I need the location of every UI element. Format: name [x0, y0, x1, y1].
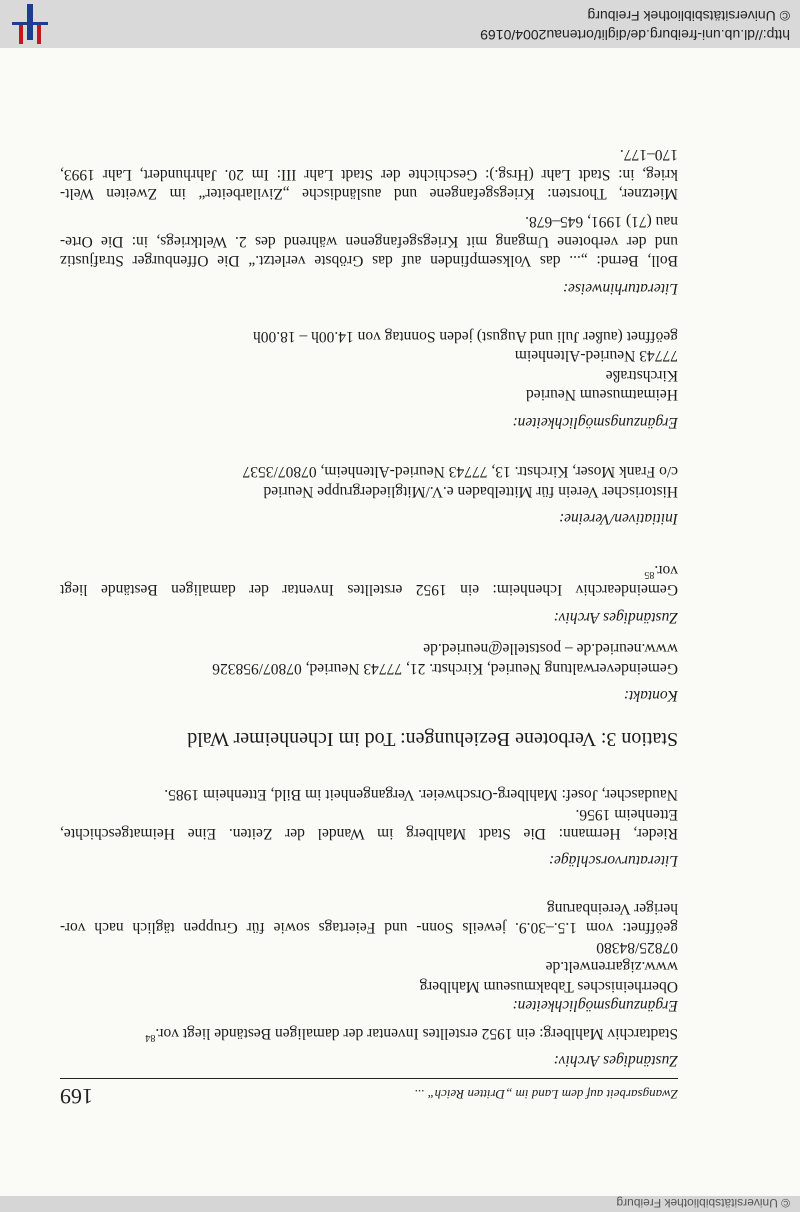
options-1-line: 07825/84380: [596, 939, 678, 956]
heading-literature-2: Literaturhinweise:: [562, 280, 678, 297]
archive-line-1: Stadtarchiv Mahlberg: ein 1952 erstelltes Inventar der damaligen Bestände liegt vor.$^{84}$: [145, 1025, 678, 1044]
options-1-line: geöffnet: vom 1.5.–30.9. jeweils Sonn- und Feiertags sowie für Gruppen täglich nach vor-: [60, 919, 678, 936]
heading-literature-1: Literaturvorschläge:: [548, 852, 678, 869]
heading-options-2: Ergänzungsmöglichkeiten:: [512, 414, 678, 431]
options-1-line: www.zigarrenwelt.de: [545, 958, 678, 975]
bottom-viewer-bar: [0, 0, 800, 48]
literature-2-line: Boll, Bernd: „... das Volksempfinden auf das Gröbste verletzt.“ Die Offenburger Strafjustiz: [60, 252, 678, 269]
page-url[interactable]: http://dl.ub.uni-freiburg.de/diglit/ortenau2004/0169: [480, 27, 790, 43]
literature-2-line: krieg, in: Stadt Lahr (Hrsg.): Geschichte der Stadt Lahr III: Im 20. Jahrhundert, Lahr 1993,: [60, 166, 678, 183]
page-number: 169: [60, 1084, 93, 1109]
literature-1-line: Naudascher, Josef: Mahlberg-Orschweier. Vergangenheit im Bild, Ettenheim 1985.: [164, 786, 678, 803]
copyright-notice: © Universitätsbibliothek Freiburg: [587, 8, 790, 24]
running-head: Zwangsarbeit auf dem Land im „Dritten Reich“ ...: [414, 1087, 678, 1102]
options-2-line: geöffnet (außer Juli und August) jeden Sonntag von 14.00h – 18.00h: [252, 328, 678, 345]
heading-contact: Kontakt:: [623, 687, 678, 704]
contact-line: Gemeindeverwaltung Neuried, Kirchstr. 21, 77743 Neuried, 07807/958326: [212, 660, 678, 677]
options-2-line: Kirchstraße: [605, 367, 678, 384]
literature-2-line: Mietzner, Thorsten: Kriegsgefangene und ausländische „Zivilarbeiter“ im Zweiten Welt-: [60, 185, 678, 202]
archive-2-line: Gemeindearchiv Ichenheim: ein 1952 erstelltes Inventar der damaligen Bestände liegt: [60, 581, 678, 598]
footnote-85: 85: [644, 569, 655, 581]
literature-2-line: nau (71) 1991, 645–678.: [525, 213, 678, 230]
literature-1-line: Rieder, Hermann: Die Stadt Mahlberg im Wandel der Zeiten. Eine Heimatgeschichte,: [60, 825, 678, 842]
top-bar-text: © Universitätsbibliothek Freiburg: [616, 1196, 790, 1210]
literature-2-line: 170–177.: [619, 146, 678, 163]
options-2-line: 77743 Neuried-Altenheim: [514, 347, 678, 364]
initiatives-line: c/o Frank Moser, Kirchstr. 13, 77743 Neuried-Altenheim, 07807/3537: [242, 463, 678, 480]
station-title: Station 3: Verbotene Beziehungen: Tod im Ichenheimer Wald: [187, 728, 678, 750]
heading-archive-2: Zuständiges Archiv:: [553, 609, 678, 626]
university-logo-icon: [10, 4, 50, 44]
archive-2-line: vor.$^{85}$: [644, 562, 678, 581]
options-1-line: heriger Vereinbarung: [547, 900, 678, 917]
footnote-84: 84: [145, 1032, 156, 1044]
literature-1-line: Ettenheim 1956.: [575, 806, 678, 823]
heading-archive-1: Zuständiges Archiv:: [553, 1052, 678, 1069]
initiatives-line: Historischer Verein für Mittelbaden e.V./Mitgliedergruppe Neuried: [263, 483, 678, 500]
page-header: [60, 1078, 678, 1111]
heading-initiatives: Initiativen/Vereine:: [558, 510, 678, 527]
heading-options-1: Ergänzungsmöglichkeiten:: [512, 997, 678, 1014]
top-viewer-bar: [0, 1196, 800, 1212]
literature-2-line: und der verbotene Umgang mit Kriegsgefangenen während des 2. Weltkriegs, in: Die Orte-: [60, 233, 678, 250]
options-1-line: Oberrheinisches Tabakmuseum Mahlberg: [419, 978, 678, 995]
options-2-line: Heimatmuseum Neuried: [526, 386, 678, 403]
contact-line: www.neuried.de – poststelle@neuried.de: [423, 640, 678, 657]
